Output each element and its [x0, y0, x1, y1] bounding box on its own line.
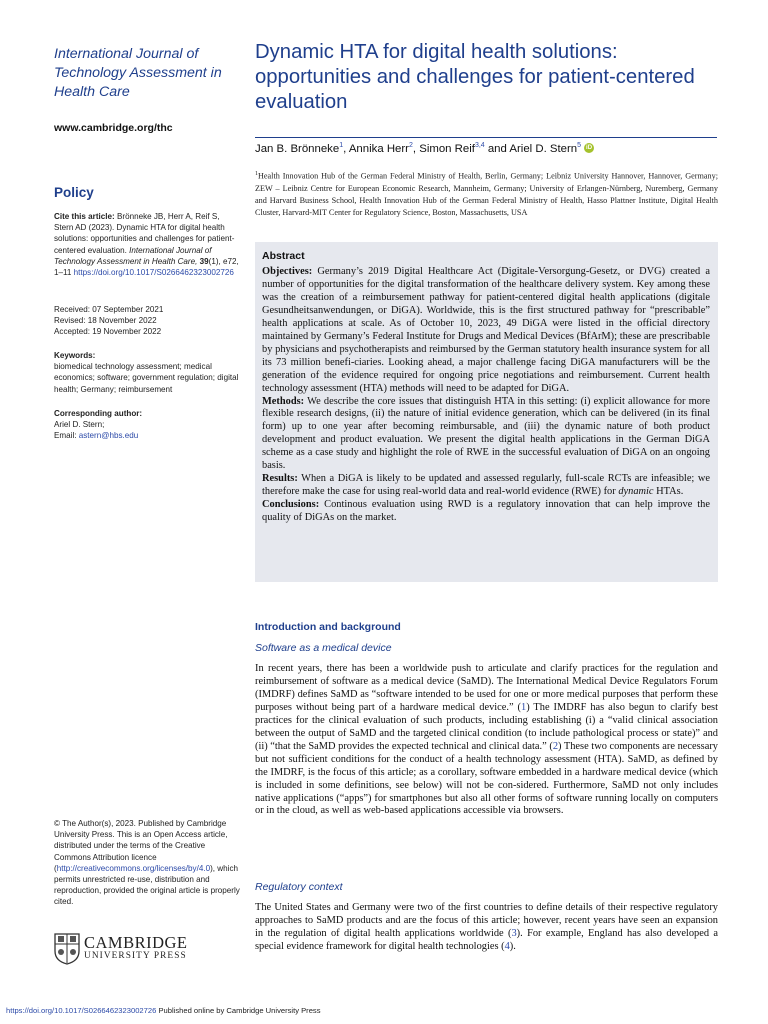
- copyright-notice: [54, 818, 240, 908]
- body-paragraph: [255, 663, 718, 818]
- license-link[interactable]: http://creativecommons.org/licenses/by/4.0: [56, 863, 211, 873]
- reference-link[interactable]: 4: [504, 940, 510, 952]
- paragraph-text: The United States and Germany were two of the first countries to define details of their respective regulatory approaches to SaMD products and are the focus of this article; however, recent years have seen an expansion in the regulation of digital health applications worldwide (: [255, 902, 718, 939]
- orcid-icon[interactable]: [584, 143, 594, 153]
- keywords-block: [54, 350, 240, 395]
- revised-date: Revised: 18 November 2022: [54, 316, 157, 326]
- corresponding-author-block: [54, 408, 240, 442]
- abstract-heading: Abstract: [262, 250, 305, 262]
- results-text-end: HTAs.: [656, 486, 684, 498]
- publisher-name: CAMBRIDGE: [84, 933, 188, 952]
- objectives-text: Germany’s 2019 Digital Healthcare Act (Digitale-Versorgung-Gesetz, or DVG) created a number of opportunities for the digital transformation of the healthcare delivery system. Key among these was the creation of a reimbursement pathway for patient-centered digital health applications (digitale Gesundheitsanwendungen, or DiGA). Worldwide, this is the first structured pathway for “prescribable” health applications at scale. As of October 10, 2023, 49 DiGA were listed in the official directory maintained by Germany’s Federal Institute for Drugs and Medical Devices (BfArM); these are prescribable by physicians and psychotherapists and reimbursed by the German statutory health insurance system for all its 73 million benefi-ciaries. Looking ahead, a major challenge facing DiGA manufacturers will be the generation of the evidence required for ongoing price negotiations and reimbursement. Current health technology assessment (HTA) methods will need to be adapted for DiGA.: [262, 266, 710, 394]
- methods-text: We describe the core issues that distinguish HTA in this setting: (i) explicit allowance for more flexible research designs, (ii) the nature of initial evidence generation, which can be delivered (in its final form) up to one year after becoming reimbursable, and (iii) the dynamic nature of both product development and product evaluation. We present the digital health applications in the German DiGA scheme as a case study and highlight the role of RWE in the successful evaluation of DiGA on an ongoing basis.: [262, 395, 710, 472]
- affiliation-ref[interactable]: 2: [408, 142, 413, 149]
- affiliations: $^1$Health Innovation Hub of the German Federal Ministry of Health, Berlin, Germany; Leibniz University Hannover, Hannover, Germany; ZEW – Leibniz Centre for European Economic Research, Mannheim, Germany; University of Erlangen-Nürnberg, Nuremberg, Germany and Harvard Business School, Health Innovation Hub of the German Federal Ministry of Health, Hasso Plattner Institute, Digital Health Cluster, Harvard-MIT Center for Regulatory Science, Boston, Massachusetts, USA: [255, 171, 718, 218]
- paragraph-text: ). For example, England has also developed a special evidence framework for digital health technologies (: [255, 927, 718, 952]
- affiliation-ref[interactable]: 1: [339, 142, 344, 149]
- corr-email-label: Email:: [54, 431, 77, 441]
- results-italic: dynamic: [618, 486, 654, 498]
- article-section: Policy: [54, 185, 94, 200]
- cite-volume: 39: [199, 256, 209, 266]
- orcid-glyph: iD: [586, 144, 593, 151]
- page-footer: [6, 1006, 321, 1015]
- reference-link[interactable]: 3: [511, 927, 517, 939]
- title-divider: [255, 137, 717, 138]
- citation-block: [54, 211, 240, 278]
- author-name: Simon Reif: [419, 142, 475, 155]
- author-and: and: [487, 142, 507, 155]
- corr-label: Corresponding author:: [54, 409, 143, 418]
- subsection-heading: Regulatory context: [255, 881, 343, 893]
- footer-doi-link[interactable]: https://doi.org/10.1017/S0266462323002726: [6, 1006, 157, 1015]
- dates-block: [54, 304, 240, 338]
- paragraph-text: In recent years, there has been a worldwide push to articulate and clarify practices for the regulation and reimbursement of software as a medical device (SaMD). The International Medical Device Regulators Forum (IMDRF) defines SaMD as “software intended to be used for one or more medical purposes that perform these purposes without being part of a hardware medical device.” (: [255, 663, 718, 713]
- conclusions-label: Conclusions:: [262, 499, 320, 511]
- cite-doi-link[interactable]: https://doi.org/10.1017/S0266462323002726: [73, 268, 234, 278]
- results-text: When a DiGA is likely to be updated and assessed regularly, full-scale RCTs are infeasible; we therefore make the case for using real-world data and real-world evidence (RWE) for: [262, 473, 710, 498]
- body-paragraph: [255, 902, 718, 954]
- reference-link[interactable]: 2: [552, 740, 559, 752]
- keywords-label: Keywords:: [54, 351, 96, 360]
- cite-text: Brönneke JB, Herr A, Reif S, Stern AD (2023). Dynamic HTA for digital health solutions: opportunities and challenges for patient-centered evaluation.: [54, 212, 235, 255]
- paragraph-text: ).: [509, 940, 516, 952]
- copyright-text-2: ), which permits unrestricted re-use, distribution and reproduction, provided the original article is properly cited.: [54, 863, 240, 907]
- accepted-date: Accepted: 19 November 2022: [54, 327, 162, 337]
- journal-website[interactable]: www.cambridge.org/thc: [54, 122, 173, 134]
- affiliation-ref[interactable]: 5: [577, 142, 582, 149]
- results-label: Results:: [262, 473, 298, 485]
- conclusions-text: Continous evaluation using RWD is a regulatory innovation that can help improve the quality of DiGAs on the market.: [262, 499, 710, 524]
- publisher-subtitle: UNIVERSITY PRESS: [84, 951, 187, 961]
- cite-label: Cite this article:: [54, 212, 115, 221]
- article-title: Dynamic HTA for digital health solutions: opportunities and challenges for patient-centered evaluation: [255, 41, 695, 113]
- author-name: Jan B. Brönneke: [255, 142, 340, 155]
- copyright-text-1: © The Author(s), 2023. Published by Cambridge University Press. This is an Open Access article, distributed under the terms of the Creative Commons Attribution licence (: [54, 819, 228, 873]
- author-list: Jan B. Brönneke$^1$, Annika Herr$^2$, Simon Reif$^{3,4}$ and Ariel D. Stern$^5$ iD: [255, 142, 593, 155]
- reference-link[interactable]: 1: [521, 701, 527, 713]
- cambridge-shield-icon: [54, 933, 80, 965]
- journal-name: International Journal of Technology Assessment in Health Care: [54, 46, 222, 100]
- corr-email-link[interactable]: astern@hbs.edu: [78, 431, 139, 441]
- affiliation-ref[interactable]: 3,4: [474, 142, 485, 149]
- received-date: Received: 07 September 2021: [54, 305, 164, 314]
- objectives-label: Objectives:: [262, 266, 313, 277]
- affiliations-text: Health Innovation Hub of the German Federal Ministry of Health, Berlin, Germany; Leibniz University Hannover, Hannover, Germany; ZEW – Leibniz Centre for European Economic Research, Mannheim, Germany; University of Erlangen-Nürnberg, Nuremberg, Germany and Harvard Business School, Health Innovation Hub of the German Federal Ministry of Health, Hasso Plattner Institute, Digital Health Cluster, Harvard-MIT Center for Regulatory Science, Boston, Massachusetts, USA: [255, 171, 718, 218]
- paragraph-text: ) These two components are necessary but not sufficient conditions for the conduct of a health technology assessment (HTA). SaMD, as defined by the IMDRF, is the focus of this article; as a corollary, software embedded in a hardware medical device (which is included in some definitions, see below) will not be con-sidered. Furthermore, SaMD not only includes native applications (“apps”) for smartphones but also all other forms of software running locally on computers or in the cloud, as well as web-based applications accessible via browsers.: [255, 740, 718, 817]
- subsection-heading: Software as a medical device: [255, 642, 392, 654]
- author-name: Annika Herr: [348, 142, 409, 155]
- keywords-text: biomedical technology assessment; medical economics; software; government regulation; digital health; Germany; reimbursement: [54, 362, 239, 394]
- cite-issue: (1), e72, 1–11: [54, 256, 239, 278]
- corr-name: Ariel D. Stern;: [54, 420, 105, 430]
- cite-journal: International Journal of Technology Assessment in Health Care,: [54, 245, 212, 266]
- paragraph-text: ) The IMDRF has also begun to clarify best practices for the clinical evaluation of such products, including establishing (i) a “valid clinical association between the output of SaMD and the targeted clinical condition (to include pathological process or state)” and (ii) “that the SaMD provides the expected technical and clinical data.” (: [255, 701, 718, 752]
- methods-label: Methods:: [262, 395, 305, 407]
- author-name: Ariel D. Stern: [509, 142, 578, 155]
- section-heading: Introduction and background: [255, 621, 401, 633]
- footer-text: Published online by Cambridge University Press: [158, 1006, 321, 1015]
- abstract-body: [262, 266, 710, 525]
